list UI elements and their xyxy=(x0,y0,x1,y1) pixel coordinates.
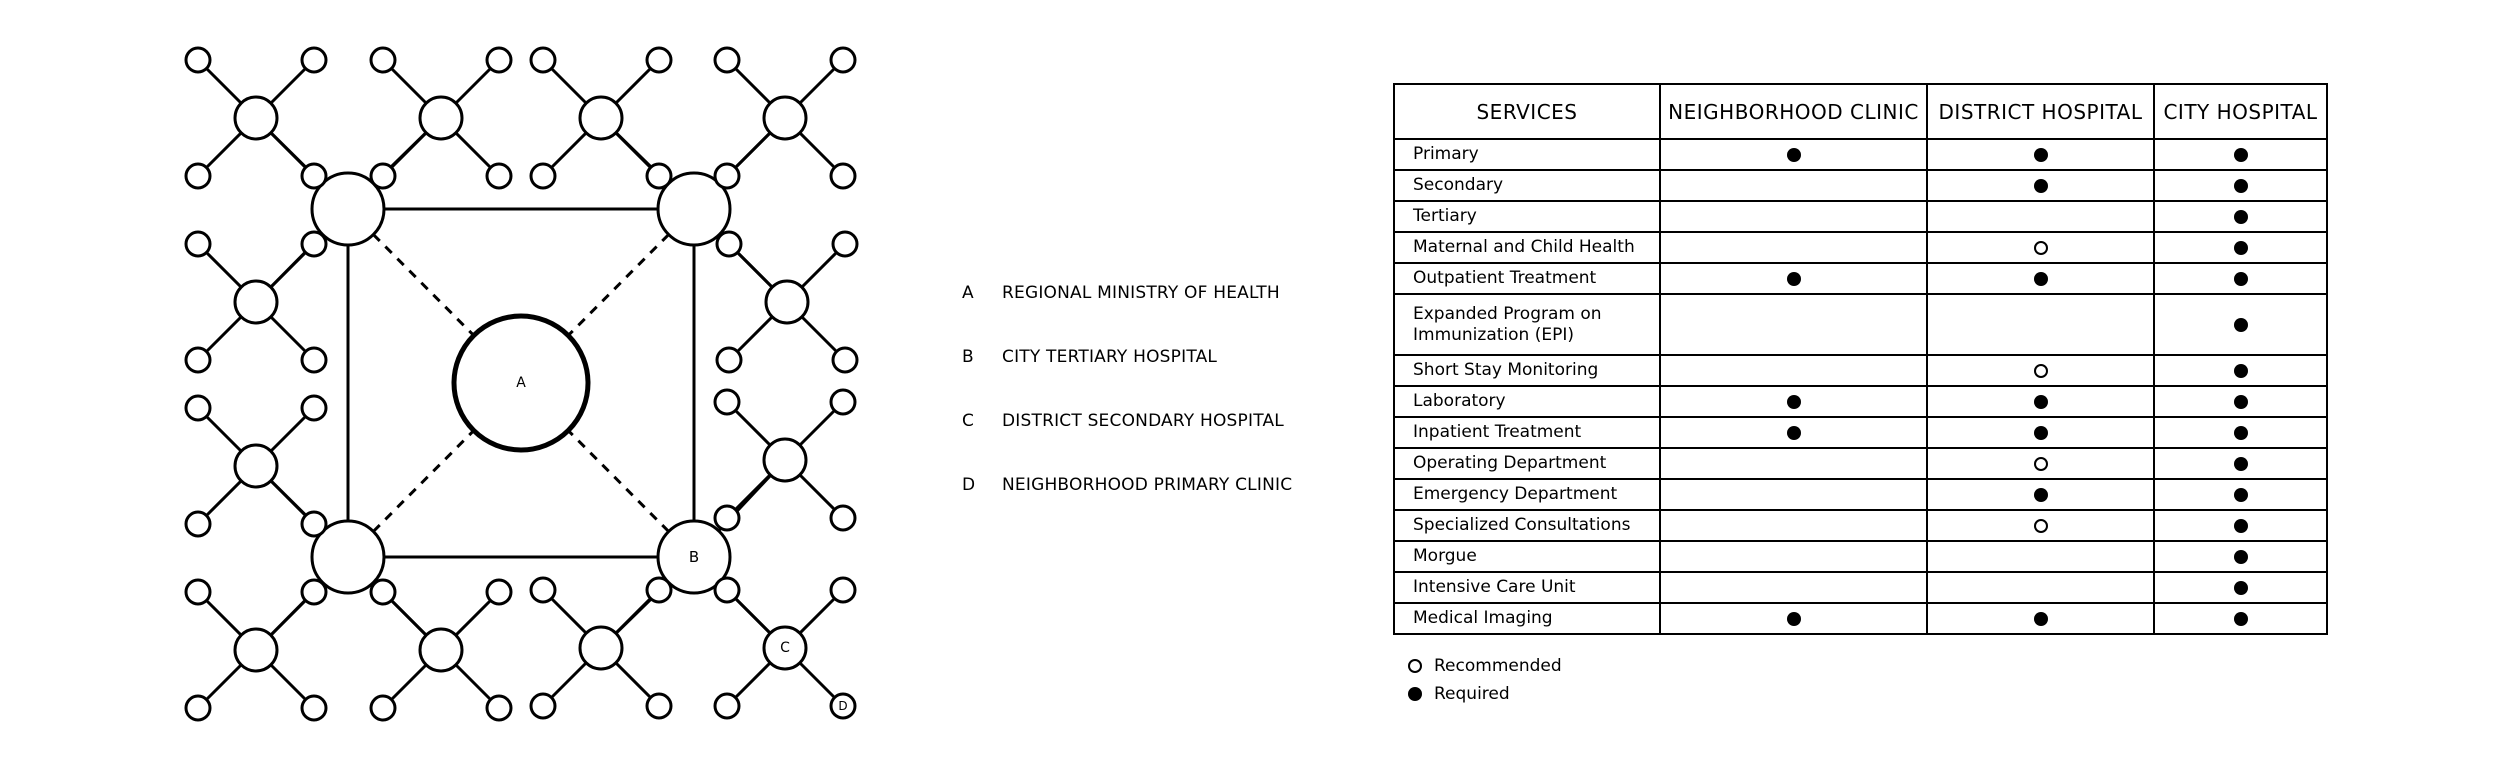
cluster-node xyxy=(764,97,806,139)
service-name: Operating Department xyxy=(1394,448,1660,479)
table-row xyxy=(1394,510,2327,541)
legend-letter: D xyxy=(962,475,976,495)
node-b-label: B xyxy=(688,548,700,566)
leaf-node xyxy=(302,348,326,372)
ministry-link xyxy=(373,235,473,336)
leaf-node xyxy=(715,694,739,718)
filled-circle-icon xyxy=(2234,148,2248,162)
service-name: Intensive Care Unit xyxy=(1394,572,1660,603)
leaf-node xyxy=(831,578,855,602)
service-cell-city xyxy=(2154,417,2327,448)
service-cell-city xyxy=(2154,603,2327,634)
filled-circle-icon xyxy=(1408,687,1422,701)
ministry-link xyxy=(568,235,668,336)
leaf-node xyxy=(302,512,326,536)
filled-circle-icon xyxy=(2234,457,2248,471)
leaf-node xyxy=(647,164,671,188)
filled-circle-icon xyxy=(2234,210,2248,224)
hollow-circle-icon xyxy=(2034,519,2048,533)
filled-circle-icon xyxy=(2234,364,2248,378)
service-cell-city xyxy=(2154,541,2327,572)
service-cell-clinic xyxy=(1660,232,1927,263)
cluster-node xyxy=(235,281,277,323)
leaf-node xyxy=(531,578,555,602)
leaf-node xyxy=(186,48,210,72)
hollow-circle-icon xyxy=(2034,241,2048,255)
service-name: Specialized Consultations xyxy=(1394,510,1660,541)
table-row xyxy=(1394,232,2327,263)
service-cell-clinic xyxy=(1660,510,1927,541)
header-services: SERVICES xyxy=(1394,84,1660,139)
service-cell-clinic xyxy=(1660,448,1927,479)
service-cell-clinic xyxy=(1660,386,1927,417)
leaf-node xyxy=(647,694,671,718)
service-cell-district xyxy=(1927,386,2154,417)
cluster-node xyxy=(580,97,622,139)
table-row xyxy=(1394,448,2327,479)
legend-item-a xyxy=(962,278,1280,308)
filled-circle-icon xyxy=(1787,148,1801,162)
leaf-node xyxy=(831,506,855,530)
service-cell-district xyxy=(1927,355,2154,386)
filled-circle-icon xyxy=(1787,272,1801,286)
service-cell-clinic xyxy=(1660,355,1927,386)
filled-circle-icon xyxy=(2234,395,2248,409)
key-required xyxy=(1408,680,1562,708)
table-row xyxy=(1394,170,2327,201)
table-row xyxy=(1394,417,2327,448)
service-name: Secondary xyxy=(1394,170,1660,201)
leaf-node xyxy=(831,48,855,72)
service-cell-district xyxy=(1927,139,2154,170)
cluster-node xyxy=(420,97,462,139)
service-cell-district xyxy=(1927,479,2154,510)
hollow-circle-icon xyxy=(2034,457,2048,471)
leaf-node xyxy=(186,696,210,720)
leaf-node xyxy=(715,390,739,414)
leaf-node xyxy=(371,580,395,604)
service-name: Laboratory xyxy=(1394,386,1660,417)
leaf-node xyxy=(371,696,395,720)
key-required-label: Required xyxy=(1434,684,1510,704)
leaf-node xyxy=(186,396,210,420)
leaf-node xyxy=(186,580,210,604)
leaf-node xyxy=(371,48,395,72)
leaf-node xyxy=(186,512,210,536)
leaf-node xyxy=(186,232,210,256)
table-row xyxy=(1394,294,2327,355)
leaf-node xyxy=(531,48,555,72)
leaf-node xyxy=(186,348,210,372)
legend-text: REGIONAL MINISTRY OF HEALTH xyxy=(1002,283,1280,303)
filled-circle-icon xyxy=(2234,612,2248,626)
leaf-node xyxy=(487,696,511,720)
service-cell-district xyxy=(1927,170,2154,201)
leaf-node xyxy=(302,580,326,604)
service-name: Outpatient Treatment xyxy=(1394,263,1660,294)
service-cell-city xyxy=(2154,263,2327,294)
leaf-node xyxy=(647,48,671,72)
filled-circle-icon xyxy=(2234,318,2248,332)
leaf-node xyxy=(371,164,395,188)
table-row xyxy=(1394,139,2327,170)
service-name: Tertiary xyxy=(1394,201,1660,232)
legend-item-d xyxy=(962,470,1292,500)
filled-circle-icon xyxy=(1787,612,1801,626)
table-row xyxy=(1394,479,2327,510)
service-name: Emergency Department xyxy=(1394,479,1660,510)
leaf-node xyxy=(487,48,511,72)
service-name: Expanded Program on Immunization (EPI) xyxy=(1394,294,1660,355)
filled-circle-icon xyxy=(2234,519,2248,533)
legend-item-b xyxy=(962,342,1217,372)
leaf-node xyxy=(831,164,855,188)
leaf-node xyxy=(715,48,739,72)
key-recommended-label: Recommended xyxy=(1434,656,1562,676)
service-cell-city xyxy=(2154,170,2327,201)
filled-circle-icon xyxy=(1787,426,1801,440)
service-cell-clinic xyxy=(1660,139,1927,170)
hollow-circle-icon xyxy=(1408,659,1422,673)
legend-letter: A xyxy=(962,283,974,303)
cluster-node xyxy=(580,627,622,669)
filled-circle-icon xyxy=(2234,550,2248,564)
cluster-node xyxy=(235,97,277,139)
marker-key xyxy=(1408,652,1562,708)
legend-text: DISTRICT SECONDARY HOSPITAL xyxy=(1002,411,1284,431)
service-cell-district xyxy=(1927,294,2154,355)
service-cell-city xyxy=(2154,386,2327,417)
leaf-node xyxy=(302,696,326,720)
leaf-node xyxy=(531,164,555,188)
service-cell-clinic xyxy=(1660,479,1927,510)
filled-circle-icon xyxy=(2234,581,2248,595)
filled-circle-icon xyxy=(2034,272,2048,286)
table-row xyxy=(1394,355,2327,386)
service-cell-clinic xyxy=(1660,201,1927,232)
filled-circle-icon xyxy=(2034,426,2048,440)
services-table xyxy=(1393,83,2328,635)
leaf-node xyxy=(717,232,741,256)
leaf-node xyxy=(302,396,326,420)
leaf-node xyxy=(487,580,511,604)
service-cell-city xyxy=(2154,572,2327,603)
service-cell-district xyxy=(1927,448,2154,479)
filled-circle-icon xyxy=(2034,395,2048,409)
header-district-hospital: DISTRICT HOSPITAL xyxy=(1927,84,2154,139)
service-cell-city xyxy=(2154,232,2327,263)
cluster-node xyxy=(766,281,808,323)
service-cell-clinic xyxy=(1660,263,1927,294)
filled-circle-icon xyxy=(2234,179,2248,193)
service-cell-city xyxy=(2154,510,2327,541)
filled-circle-icon xyxy=(2234,241,2248,255)
leaf-node xyxy=(715,164,739,188)
service-cell-clinic xyxy=(1660,572,1927,603)
leaf-node xyxy=(302,232,326,256)
service-cell-district xyxy=(1927,263,2154,294)
table-row xyxy=(1394,572,2327,603)
header-city-hospital: CITY HOSPITAL xyxy=(2154,84,2327,139)
service-name: Morgue xyxy=(1394,541,1660,572)
service-cell-district xyxy=(1927,417,2154,448)
leaf-node xyxy=(531,694,555,718)
filled-circle-icon xyxy=(2234,488,2248,502)
table-row xyxy=(1394,603,2327,634)
node-c-label: C xyxy=(780,640,790,656)
leaf-node xyxy=(647,578,671,602)
service-name: Short Stay Monitoring xyxy=(1394,355,1660,386)
service-cell-district xyxy=(1927,232,2154,263)
legend-text: NEIGHBORHOOD PRIMARY CLINIC xyxy=(1002,475,1293,495)
service-cell-district xyxy=(1927,541,2154,572)
table-row xyxy=(1394,201,2327,232)
service-cell-clinic xyxy=(1660,603,1927,634)
leaf-node xyxy=(186,164,210,188)
header-neighborhood-clinic: NEIGHBORHOOD CLINIC xyxy=(1660,84,1927,139)
service-cell-district xyxy=(1927,510,2154,541)
key-recommended xyxy=(1408,652,1562,680)
service-name: Medical Imaging xyxy=(1394,603,1660,634)
service-name: Inpatient Treatment xyxy=(1394,417,1660,448)
filled-circle-icon xyxy=(1787,395,1801,409)
leaf-node xyxy=(833,232,857,256)
service-cell-clinic xyxy=(1660,170,1927,201)
table-row xyxy=(1394,386,2327,417)
service-cell-city xyxy=(2154,294,2327,355)
filled-circle-icon xyxy=(2034,179,2048,193)
node-a-label: A xyxy=(516,375,526,391)
node-d-label: D xyxy=(838,699,848,713)
service-cell-city xyxy=(2154,139,2327,170)
filled-circle-icon xyxy=(2034,488,2048,502)
table-header-row xyxy=(1394,84,2327,139)
legend-letter: B xyxy=(962,347,974,367)
table-row xyxy=(1394,263,2327,294)
service-cell-city xyxy=(2154,355,2327,386)
service-cell-clinic xyxy=(1660,294,1927,355)
legend-item-c xyxy=(962,406,1284,436)
cluster-node xyxy=(764,439,806,481)
ministry-link xyxy=(568,431,668,532)
ministry-link xyxy=(373,431,473,532)
legend-letter: C xyxy=(962,411,974,431)
cluster-node xyxy=(420,629,462,671)
service-cell-city xyxy=(2154,448,2327,479)
leaf-node xyxy=(715,578,739,602)
service-name: Primary xyxy=(1394,139,1660,170)
cluster-node xyxy=(235,629,277,671)
service-cell-district xyxy=(1927,603,2154,634)
service-cell-city xyxy=(2154,479,2327,510)
leaf-node xyxy=(831,390,855,414)
service-cell-district xyxy=(1927,201,2154,232)
filled-circle-icon xyxy=(2234,272,2248,286)
leaf-node xyxy=(487,164,511,188)
service-cell-clinic xyxy=(1660,541,1927,572)
hollow-circle-icon xyxy=(2034,364,2048,378)
leaf-node xyxy=(717,348,741,372)
table-row xyxy=(1394,541,2327,572)
leaf-node xyxy=(302,48,326,72)
service-name: Maternal and Child Health xyxy=(1394,232,1660,263)
filled-circle-icon xyxy=(2234,426,2248,440)
service-cell-district xyxy=(1927,572,2154,603)
leaf-node xyxy=(833,348,857,372)
legend-text: CITY TERTIARY HOSPITAL xyxy=(1002,347,1218,367)
filled-circle-icon xyxy=(2034,612,2048,626)
filled-circle-icon xyxy=(2034,148,2048,162)
leaf-node xyxy=(302,164,326,188)
leaf-node xyxy=(715,506,739,530)
service-cell-clinic xyxy=(1660,417,1927,448)
cluster-node xyxy=(235,445,277,487)
service-cell-city xyxy=(2154,201,2327,232)
